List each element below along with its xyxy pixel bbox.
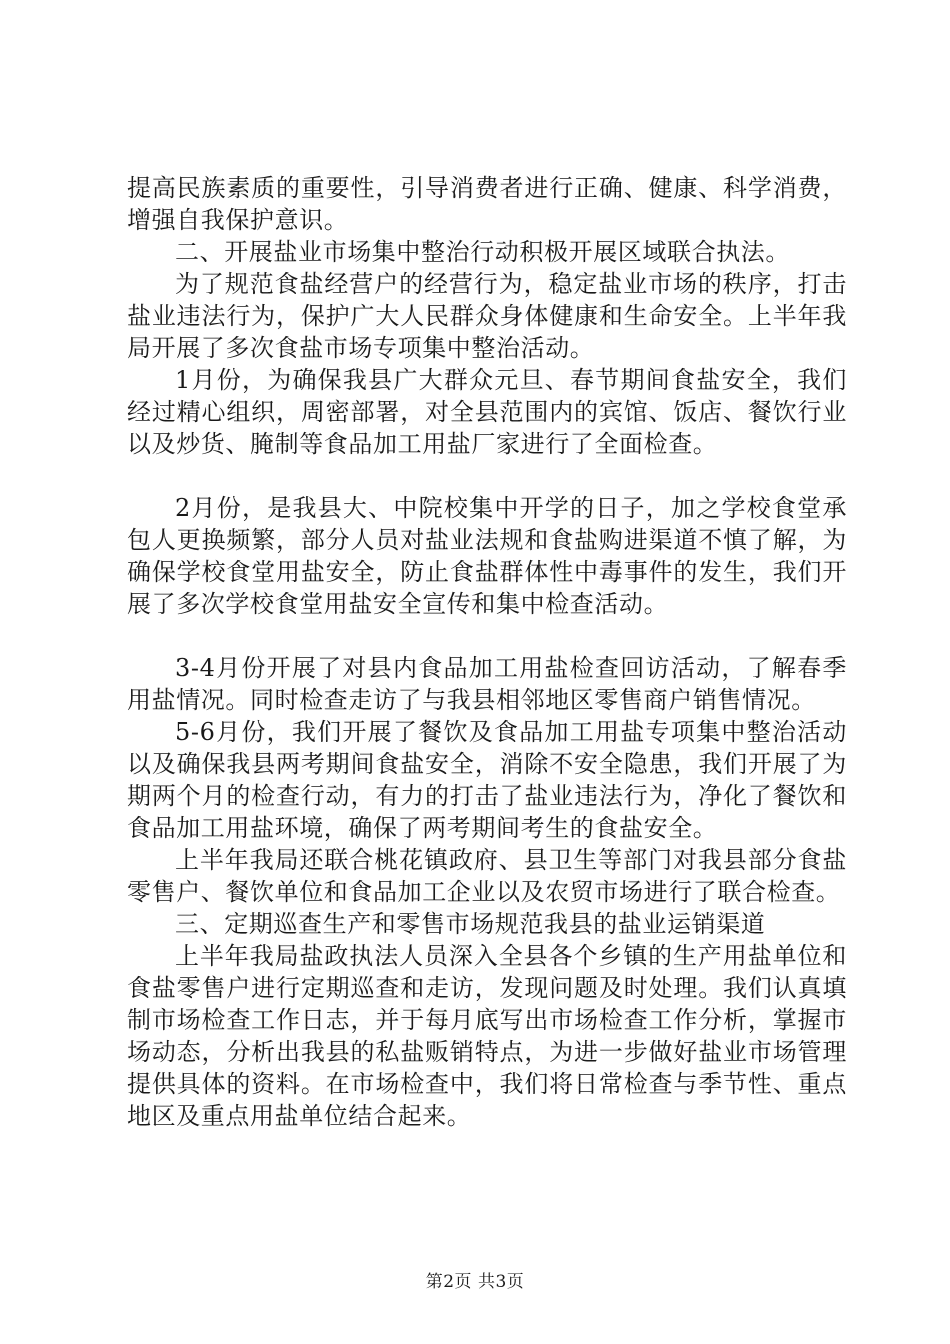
page-footer: 第2页 共3页: [425, 1272, 525, 1292]
paragraph-joint-inspection: 上半年我局还联合桃花镇政府、县卫生等部门对我县部分食盐零售户、餐饮单位和食品加工企业以及农贸市场进行了联合检查。: [127, 846, 847, 906]
paragraph-patrol: 上半年我局盐政执法人员深入全县各个乡镇的生产用盐单位和食盐零售户进行定期巡查和走访，发现问题及时处理。我们认真填制市场检查工作日志，并于每月底写出市场检查工作分析，掌握市场动态，分析出我县的私盐贩销特点，为进一步做好盐业市场管理提供具体的资料。在市场检查中，我们将日常检查与季节性、重点地区及重点用盐单位结合起来。: [127, 942, 847, 1130]
section-heading-2: 二、开展盐业市场集中整治行动积极开展区域联合执法。: [175, 238, 790, 266]
paragraph-3: 为了规范食盐经营户的经营行为，稳定盐业市场的秩序，打击盐业违法行为，保护广大人民群众身体健康和生命安全。上半年我局开展了多次食盐市场专项集中整治活动。: [127, 270, 847, 362]
paragraph-may-june: 5-6月份，我们开展了餐饮及食品加工用盐专项集中整治活动以及确保我县两考期间食盐安全，消除不安全隐患，我们开展了为期两个月的检查行动，有力的打击了盐业违法行为，净化了餐饮和食品加工用盐环境，确保了两考期间考生的食盐安全。: [127, 718, 847, 842]
paragraph-january: 1月份，为确保我县广大群众元旦、春节期间食盐安全，我们经过精心组织，周密部署，对全县范围内的宾馆、饭店、餐饮行业以及炒货、腌制等食品加工用盐厂家进行了全面检查。: [127, 366, 847, 458]
paragraph-1: 提高民族素质的重要性，引导消费者进行正确、健康、科学消费，增强自我保护意识。: [127, 174, 847, 234]
paragraph-february: 2月份，是我县大、中院校集中开学的日子，加之学校食堂承包人更换频繁，部分人员对盐业法规和食盐购进渠道不慎了解，为确保学校食堂用盐安全，防止食盐群体性中毒事件的发生，我们开展了多次学校食堂用盐安全宣传和集中检查活动。: [127, 494, 847, 618]
document-body: [127, 172, 847, 1132]
section-heading-3: 三、定期巡查生产和零售市场规范我县的盐业运销渠道: [175, 910, 766, 938]
paragraph-march-april: 3-4月份开展了对县内食品加工用盐检查回访活动，了解春季用盐情况。同时检查走访了与我县相邻地区零售商户销售情况。: [127, 654, 847, 714]
